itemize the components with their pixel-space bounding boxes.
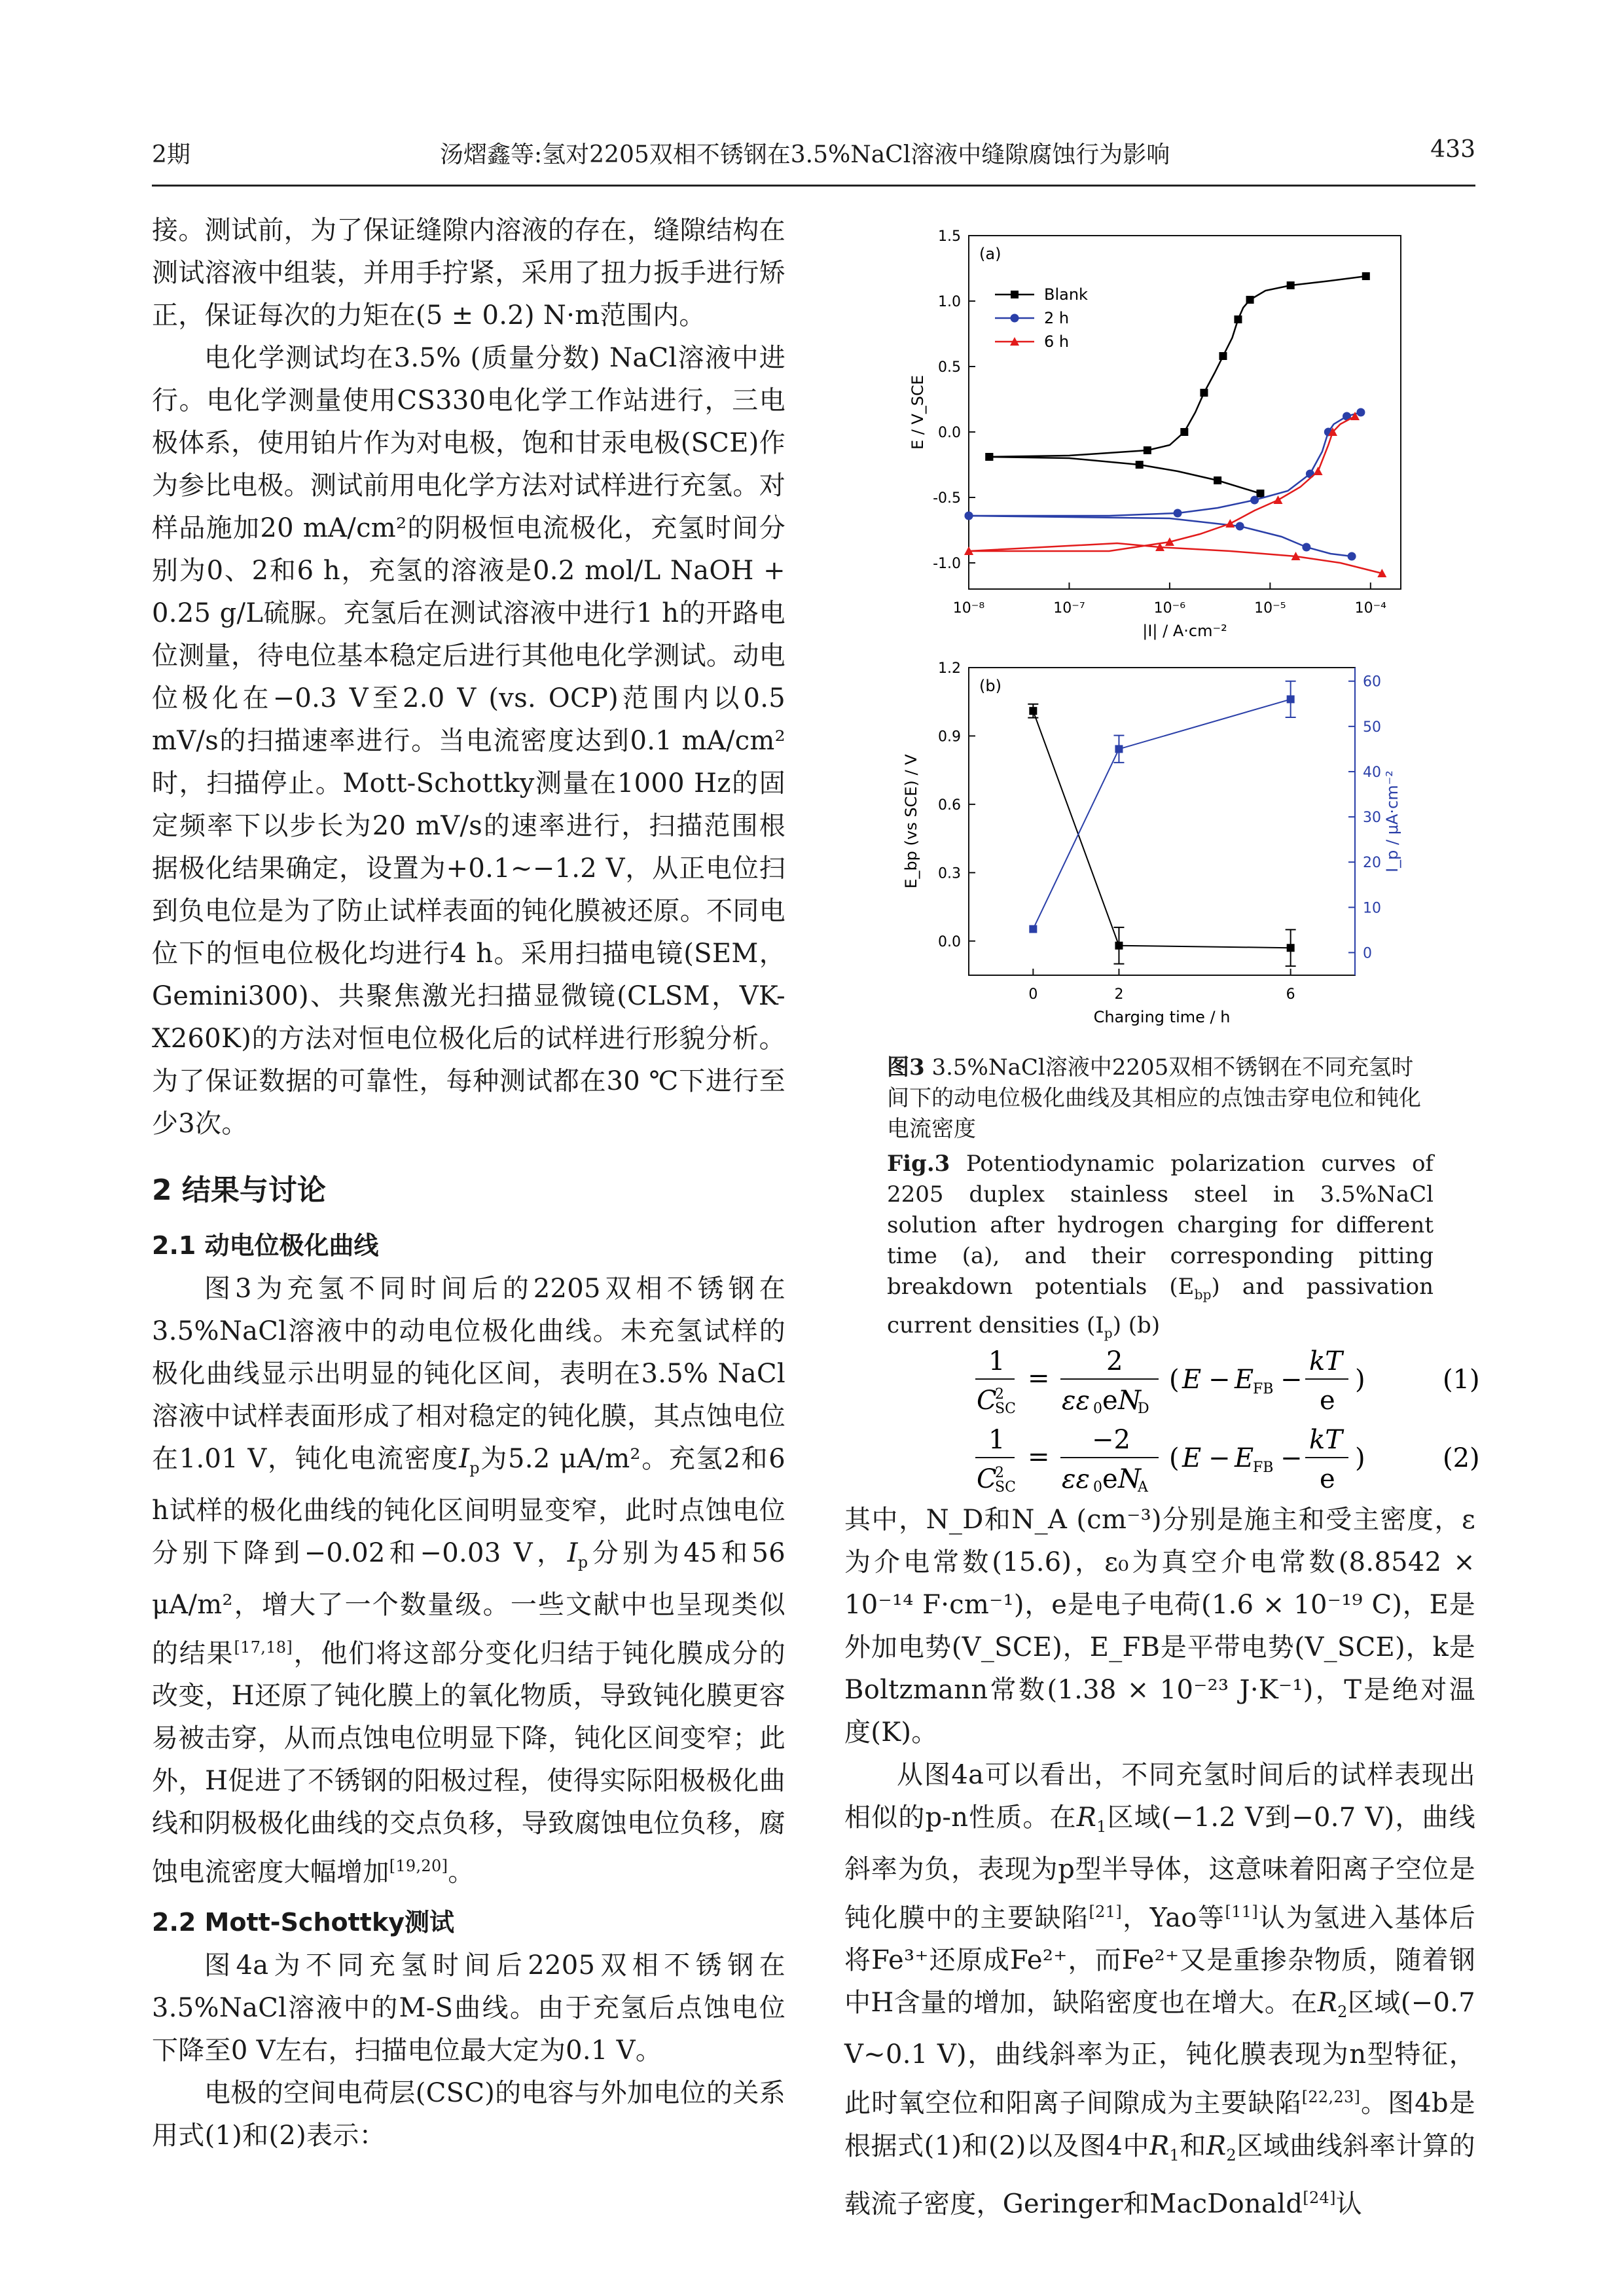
svg-text:−: − [1208,1365,1231,1395]
data-point [1287,281,1295,289]
y-tick-label: 0.3 [938,865,961,882]
svg-text:E: E [1235,1365,1254,1395]
y-tick-label: 0.0 [938,933,961,950]
x-axis-label: Charging time / h [1093,1008,1231,1026]
y-axis-label: E / V_SCE [909,374,927,450]
svg-text:FB: FB [1253,1460,1274,1476]
citation[interactable]: [21] [1089,1903,1122,1921]
svg-text:C: C [977,1464,997,1494]
citation[interactable]: [22,23] [1301,2088,1361,2107]
series-0 [1028,704,1295,966]
svg-text:2: 2 [1106,1346,1123,1376]
equation-1 [962,1338,1480,1417]
section-heading: 2 结果与讨论 [152,1174,326,1207]
data-point [1225,519,1235,528]
x-axis-label: |I| / A·cm⁻² [1142,622,1227,640]
panel-label: (b) [979,677,1001,695]
svg-text:1: 1 [988,1425,1005,1455]
svg-text:εε: εε [1062,1464,1090,1494]
citation[interactable]: [19,20] [389,1857,448,1876]
y-right-tick-label: 20 [1363,855,1381,872]
svg-text:e: e [1102,1386,1118,1416]
citation[interactable]: [11] [1225,1903,1258,1921]
y-tick-label: -1.0 [933,556,961,572]
data-point [1362,272,1370,280]
svg-text:−: − [1208,1443,1231,1473]
data-point [1234,315,1242,323]
data-point [1314,467,1323,475]
svg-text:E: E [1182,1365,1202,1395]
y-right-axis-label: I_p / μA·cm⁻² [1383,770,1401,872]
x-tick-label: 10⁻⁵ [1254,600,1286,617]
svg-text:A: A [1138,1479,1148,1496]
data-point [1236,522,1244,531]
svg-text:SC: SC [995,1401,1016,1417]
paragraph-3: 图3为充氢不同时间后的2205双相不锈钢在3.5%NaCl溶液中的动电位极化曲线。未充氢试样的极化曲线显示出明显的钝化区间，表明在3.5% NaCl溶液中试样表面形成了相对稳定的钝化膜，其点蚀电位在1.01 V，钝化电流密度$I_p$为5.2 μA/m²。充氢2和6 h试样的极化曲线的钝化区间明显变窄，此时点蚀电位分别下降到−0.02和−0.03 V，$I_p$分别为45和56 μA/m²，增大了一个数量级。一些文献中也呈现类似的结果[17,18]，他们将这部分变化归结于钝化膜成分的改变，H还原了钝化膜上的氧化物质，导致钝化膜更容易被击穿，从而点蚀电位明显下降，钝化区间变窄；此外，H促进了不锈钢的阳极过程，使得实际阳极极化曲线和阴极极化曲线的交点负移，导致腐蚀电位负移，腐蚀电流密度大幅增加[19,20]。 [152,1274,785,1888]
running-title: 汤熠鑫等:氢对2205双相不锈钢在3.5%NaCl溶液中缝隙腐蚀行为影响 [440,141,1170,168]
figure-3a [877,223,1414,651]
data-point [1287,695,1295,703]
series-2 [964,332,1386,577]
svg-text:FB: FB [1253,1381,1274,1397]
figure-3b [877,655,1414,1050]
data-point [1214,476,1221,484]
svg-text:2: 2 [995,1465,1004,1481]
caption-en: Fig.3 Potentiodynamic polarization curves of 2205 duplex stainless steel in 3.5%NaCl solution after hydrogen charging for different time (a), and their corresponding pitting breakdown potentials $(E_{bp})$ and passivation current densities $(I_p)$ (b) [887,1151,1434,1341]
svg-text:(: ( [1169,1365,1180,1395]
y-tick-label: 1.2 [938,660,961,677]
series-line [1033,699,1290,929]
y-right-tick-label: 0 [1363,945,1372,962]
paragraph-4: 图4a为不同充氢时间后2205双相不锈钢在3.5%NaCl溶液中的M-S曲线。由于充氢后点蚀电位下降至0 V左右，扫描电位最大定为0.1 V。 [152,1950,785,2066]
legend-marker [1011,291,1019,298]
svg-text:(: ( [1169,1443,1180,1473]
svg-text:e: e [1102,1464,1118,1494]
legend-label: Blank [1044,285,1088,304]
header-rule [152,185,1475,187]
issue-number: 2期 [152,141,190,168]
paragraph-2: 电化学测试均在3.5% (质量分数) NaCl溶液中进行。电化学测量使用CS330电化学工作站进行，三电极体系，使用铂片作为对电极，饱和甘汞电极(SCE)作为参比电极。测试前用电化学方法对试样进行充氢。对样品施加20 mA/cm²的阴极恒电流极化，充氢时间分别为0、2和6 h，充氢的溶液是0.2 mol/L NaOH + 0.25 g/L硫脲。充氢后在测试溶液中进行1 h的开路电位测量，待电位基本稳定后进行其他电化学测试。动电位极化在−0.3 V至2.0 V (vs. OCP)范围内以0.5 mV/s的扫描速率进行。当电流密度达到0.1 mA/cm²时，扫描停止。Mott-Schottky测量在1000 Hz的固定频率下以步长为20 mV/s的速率进行，扫描范围根据极化结果确定，设置为+0.1~−1.2 V，从正电位扫到负电位是为了防止试样表面的钝化膜被还原。不同电位下的恒电位极化均进行4 h。采用扫描电镜(SEM，Gemini300)、共聚焦激光扫描显微镜(CLSM，VK-X260K)的方法对恒电位极化后的试样进行形貌分析。为了保证数据的可靠性，每种测试都在30 ℃下进行至少3次。 [152,343,785,1139]
svg-text:e: e [1320,1464,1335,1494]
running-header [152,136,1475,182]
svg-text:=: = [1028,1363,1050,1393]
anodic-branch-line [969,412,1361,516]
data-point [1356,408,1365,417]
svg-text:=: = [1028,1442,1050,1472]
paragraph-5: 电极的空间电荷层(CSC)的电容与外加电位的关系用式(1)和(2)表示： [152,2077,785,2151]
svg-text:0: 0 [1093,1479,1102,1496]
page-number: 433 [1430,136,1475,163]
svg-text:0: 0 [1093,1401,1102,1417]
series-0 [985,272,1369,497]
svg-text:): ) [1355,1443,1365,1473]
data-point [1246,296,1254,304]
svg-text:−: − [1280,1443,1303,1473]
svg-text:1: 1 [988,1346,1005,1376]
svg-text:N: N [1118,1464,1141,1494]
y-axis-label: E_bp (vs SCE) / V [902,754,920,889]
data-point [1274,495,1283,504]
svg-text:−: − [1280,1365,1303,1395]
legend-label: 2 h [1044,309,1070,327]
citation[interactable]: [24] [1303,2188,1336,2207]
data-point [1219,352,1227,360]
panel-label: (a) [979,245,1001,263]
x-tick-label: 10⁻⁶ [1153,600,1186,617]
y-right-tick-label: 60 [1363,673,1381,691]
y-tick-label: 1.0 [938,294,961,310]
y-tick-label: 0.0 [938,425,961,441]
data-point [965,512,973,520]
svg-text:2: 2 [995,1386,1004,1403]
x-tick-label: 10⁻⁴ [1354,600,1387,617]
data-point [1180,428,1188,436]
x-tick-label: 0 [1028,986,1038,1003]
citation[interactable]: [17,18] [234,1638,293,1657]
data-point [985,453,993,461]
svg-text:): ) [1355,1365,1365,1395]
equation-number: (2) [1443,1443,1480,1473]
svg-text:C: C [977,1386,997,1416]
svg-text:SC: SC [995,1479,1016,1496]
y-tick-label: 1.5 [938,228,961,245]
y-right-tick-label: 50 [1363,719,1381,736]
y-tick-label: 0.9 [938,728,961,745]
y-tick-label: 0.5 [938,359,961,376]
plot-frame [969,236,1401,589]
plot-frame [969,668,1355,975]
svg-text:−2: −2 [1092,1425,1130,1455]
y-tick-label: 0.6 [938,797,961,814]
y-right-tick-label: 40 [1363,764,1381,781]
data-point [1348,552,1356,561]
equation-2 [962,1417,1480,1496]
svg-text:kT: kT [1309,1425,1343,1455]
series-line [1033,711,1290,948]
x-tick-label: 10⁻⁷ [1053,600,1085,617]
y-right-tick-label: 30 [1363,810,1381,827]
x-tick-label: 10⁻⁸ [952,600,985,617]
data-point [1250,496,1259,505]
data-point [1200,389,1208,397]
svg-text:kT: kT [1309,1346,1343,1376]
svg-text:εε: εε [1062,1386,1090,1416]
equation-number: (1) [1443,1365,1480,1395]
legend-marker [1011,314,1019,323]
data-point [1256,490,1264,497]
right-column [844,1499,1475,2225]
subsection-heading-2-2: 2.2 Mott-Schottky测试 [152,1907,454,1937]
y-right-tick-label: 10 [1363,900,1381,917]
svg-text:E: E [1182,1443,1202,1473]
data-point [1174,509,1182,518]
svg-text:E: E [1235,1443,1254,1473]
data-point [1144,446,1151,454]
paragraph-6: 其中，N_D和N_A (cm⁻³)分别是施主和受主密度，ε为介电常数(15.6)，ε₀为真空介电常数(8.8542 × 10⁻¹⁴ F·cm⁻¹)，e是电子电荷(1.6 × 10⁻¹⁹ C)，E是外加电势(V_SCE)，E_FB是平带电势(V_SCE)，k是Boltzmann常数(1.38 × 10⁻²³ J·K⁻¹)，T是绝对温度(K)。 [844,1505,1475,1748]
x-tick-label: 2 [1114,986,1124,1003]
data-point [1136,461,1144,469]
svg-text:D: D [1138,1401,1149,1417]
data-point [1115,745,1123,753]
x-tick-label: 6 [1286,986,1295,1003]
polarization-chart [877,223,1414,648]
data-point [1306,470,1314,478]
data-point [1029,707,1037,715]
svg-text:e: e [1320,1386,1335,1416]
cathodic-branch-line [969,543,1382,573]
caption-cn: 图3 3.5%NaCl溶液中2205双相不锈钢在不同充氢时间下的动电位极化曲线及其相应的点蚀击穿电位和钝化电流密度 [887,1054,1421,1142]
data-point [1115,942,1123,950]
left-column [152,209,785,2157]
y-tick-label: -0.5 [933,490,961,507]
breakdown-chart [877,655,1414,1047]
series-1 [965,309,1365,561]
paragraph-7: 从图4a可以看出，不同充氢时间后的试样表现出相似的p-n性质。在$R_1$区域(−1.2 V到−0.7 V)，曲线斜率为负，表现为p型半导体，这意味着阳离子空位是钝化膜中的主要缺陷[21]，Yao等[11]认为氢进入基体后将Fe³⁺还原成Fe²⁺，而Fe²⁺又是重掺杂物质，随着钢中H含量的增加，缺陷密度也在增大。在$R_2$区域(−0.7 V~0.1 V)，曲线斜率为正，钝化膜表现为n型特征，此时氧空位和阳离子间隙成为主要缺陷[22,23]。图4b是根据式(1)和(2)以及图4中$R_1$和$R_2$区域曲线斜率计算的载流子密度，Geringer和MacDonald[24]认 [844,1760,1476,2219]
series-1 [1029,681,1295,933]
legend-label: 6 h [1044,332,1070,351]
subsection-heading-2-1: 2.1 动电位极化曲线 [152,1231,379,1260]
data-point [1029,925,1037,933]
data-point [1302,543,1310,552]
paragraph-1: 接。测试前，为了保证缝隙内溶液的存在，缝隙结构在测试溶液中组装，并用手拧紧，采用了扭力扳手进行矫正，保证每次的力矩在(5 ± 0.2) N·m范围内。 [152,215,785,331]
svg-text:N: N [1118,1386,1141,1416]
figure-caption [887,1052,1434,1349]
data-point [1287,944,1295,952]
cathodic-branch-line [989,457,1260,493]
